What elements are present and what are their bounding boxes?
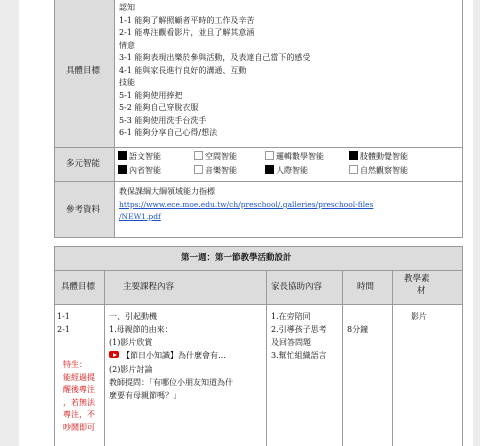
table-border — [54, 246, 55, 446]
activity-materials: 影片 — [411, 312, 427, 321]
objective-line: 5-2 能夠自己穿脫衣服 — [119, 103, 199, 112]
reference-link-continued[interactable]: /NEW1.pdf — [119, 212, 161, 221]
checkbox-label: 內省智能 — [129, 166, 161, 175]
note-line: 專注，不 — [63, 410, 95, 419]
note-line: 能經過提 — [63, 372, 95, 382]
table-border — [54, 181, 463, 182]
references-label: 參考資料 — [66, 205, 101, 215]
table-border — [114, 0, 115, 238]
checkbox-square — [118, 165, 127, 174]
header-time: 時間 — [357, 282, 375, 292]
checkbox-square — [194, 151, 203, 160]
intelligences-label: 多元智能 — [66, 159, 101, 169]
header-content: 主要課程內容 — [123, 282, 175, 292]
objectives-label: 具體目標 — [66, 66, 101, 76]
checkbox-label: 肢體動覺智能 — [360, 152, 408, 161]
header-materials: 教學素 — [404, 274, 430, 284]
checkbox-naturalist[interactable] — [349, 165, 408, 177]
table-border — [54, 0, 55, 238]
checkbox-label: 人際智能 — [276, 166, 308, 175]
reference-link[interactable]: https://www.ece.moe.edu.tw/ch/preschool/.galleries/preschool-files — [119, 200, 374, 209]
checkbox-square — [194, 165, 203, 174]
note-line: 醒後專注 — [63, 385, 95, 394]
checkbox-interpersonal[interactable] — [265, 165, 308, 177]
family-step: 3.幫忙組織語言 — [271, 351, 327, 360]
checkbox-logical[interactable] — [265, 151, 324, 163]
family-step: 及回答問題 — [271, 338, 311, 347]
checkbox-intrapersonal[interactable] — [118, 165, 161, 177]
table-border — [462, 246, 463, 446]
checkbox-square — [118, 151, 127, 160]
family-step: 2.引導孩子思考 — [271, 325, 327, 334]
checkbox-square — [349, 165, 358, 174]
youtube-play-icon — [109, 351, 119, 358]
checkbox-label: 邏輯數學智能 — [276, 152, 324, 161]
table-border — [462, 0, 463, 238]
table-border — [392, 270, 393, 446]
header-materials-continued: 材 — [417, 286, 426, 296]
checkbox-bodily[interactable] — [349, 151, 408, 163]
checkbox-square — [349, 151, 358, 160]
reference-title: 教保課綱大綱領域能力指標 — [119, 187, 215, 196]
objective-line: 技能 — [119, 78, 135, 87]
table-border — [54, 246, 463, 247]
note-line: 吵鬧即可 — [63, 422, 95, 432]
video-embed-link[interactable] — [109, 350, 226, 363]
label-column-shading — [54, 0, 114, 238]
objective-line: 情意 — [119, 40, 135, 50]
objective-line: 1-1 能夠了解照顧者平時的工作及辛苦 — [119, 15, 255, 25]
objective-line: 5-1 能夠使用捧把 — [119, 90, 183, 100]
checkbox-label: 音樂智能 — [205, 166, 237, 175]
checkbox-musical[interactable] — [194, 165, 237, 177]
video-title: 【節日小知識】為什麼會有… — [122, 351, 226, 360]
table-border — [266, 270, 267, 446]
header-row-shading — [54, 270, 463, 304]
objective-line: 2-1 能專注觀看影片，並且了解其意涵 — [119, 28, 255, 37]
objective-line: 4-1 能與家長進行良好的溝通、互動 — [119, 65, 247, 75]
table-border — [342, 270, 343, 446]
activity-duration: 8分鐘 — [347, 325, 369, 334]
checkbox-spatial[interactable] — [194, 151, 237, 163]
table-border — [54, 147, 463, 148]
objective-line: 5-3 能夠使用洗手台洗手 — [119, 115, 207, 125]
content-heading: 一、引起動機 — [109, 312, 157, 321]
content-subitem: (2)影片討論 — [109, 365, 153, 374]
document-page — [19, 0, 473, 446]
teacher-question: 教師提問：「有哪位小朋友知道為什 — [109, 378, 233, 387]
objective-line: 6-1 能夠分享自己心得/想法 — [119, 128, 218, 137]
table-border — [54, 304, 463, 305]
header-objectives: 具體目標 — [61, 282, 96, 292]
table-border — [54, 237, 463, 238]
teacher-question-continued: 麼要有母親節嗎？」 — [109, 391, 181, 400]
objective-line: 3-1 能夠表現出樂於參與活動，及表達自己當下的感受 — [119, 53, 311, 62]
checkbox-square — [265, 165, 274, 174]
note-line: 特生： — [63, 360, 87, 369]
header-family: 家長協助內容 — [271, 282, 323, 292]
row-objective: 1-1 — [57, 312, 70, 321]
row-objective: 2-1 — [57, 325, 70, 334]
content-subitem: (1)影片欣賞 — [109, 338, 153, 347]
objective-line: 認知 — [119, 3, 135, 12]
family-step: 1.在旁陪同 — [271, 312, 311, 321]
checkbox-label: 語文智能 — [129, 152, 161, 161]
content-item: 1.母親節的由來： — [109, 325, 173, 334]
table-border — [54, 270, 463, 271]
checkbox-label: 空間智能 — [205, 152, 237, 161]
checkbox-linguistic[interactable] — [118, 151, 161, 163]
week-section-title: 第一週：第一節教學活動設計 — [181, 253, 292, 263]
note-line: ，若無法 — [63, 397, 95, 407]
checkbox-square — [265, 151, 274, 160]
checkbox-label: 自然觀察智能 — [360, 166, 408, 175]
table-border — [104, 270, 105, 446]
